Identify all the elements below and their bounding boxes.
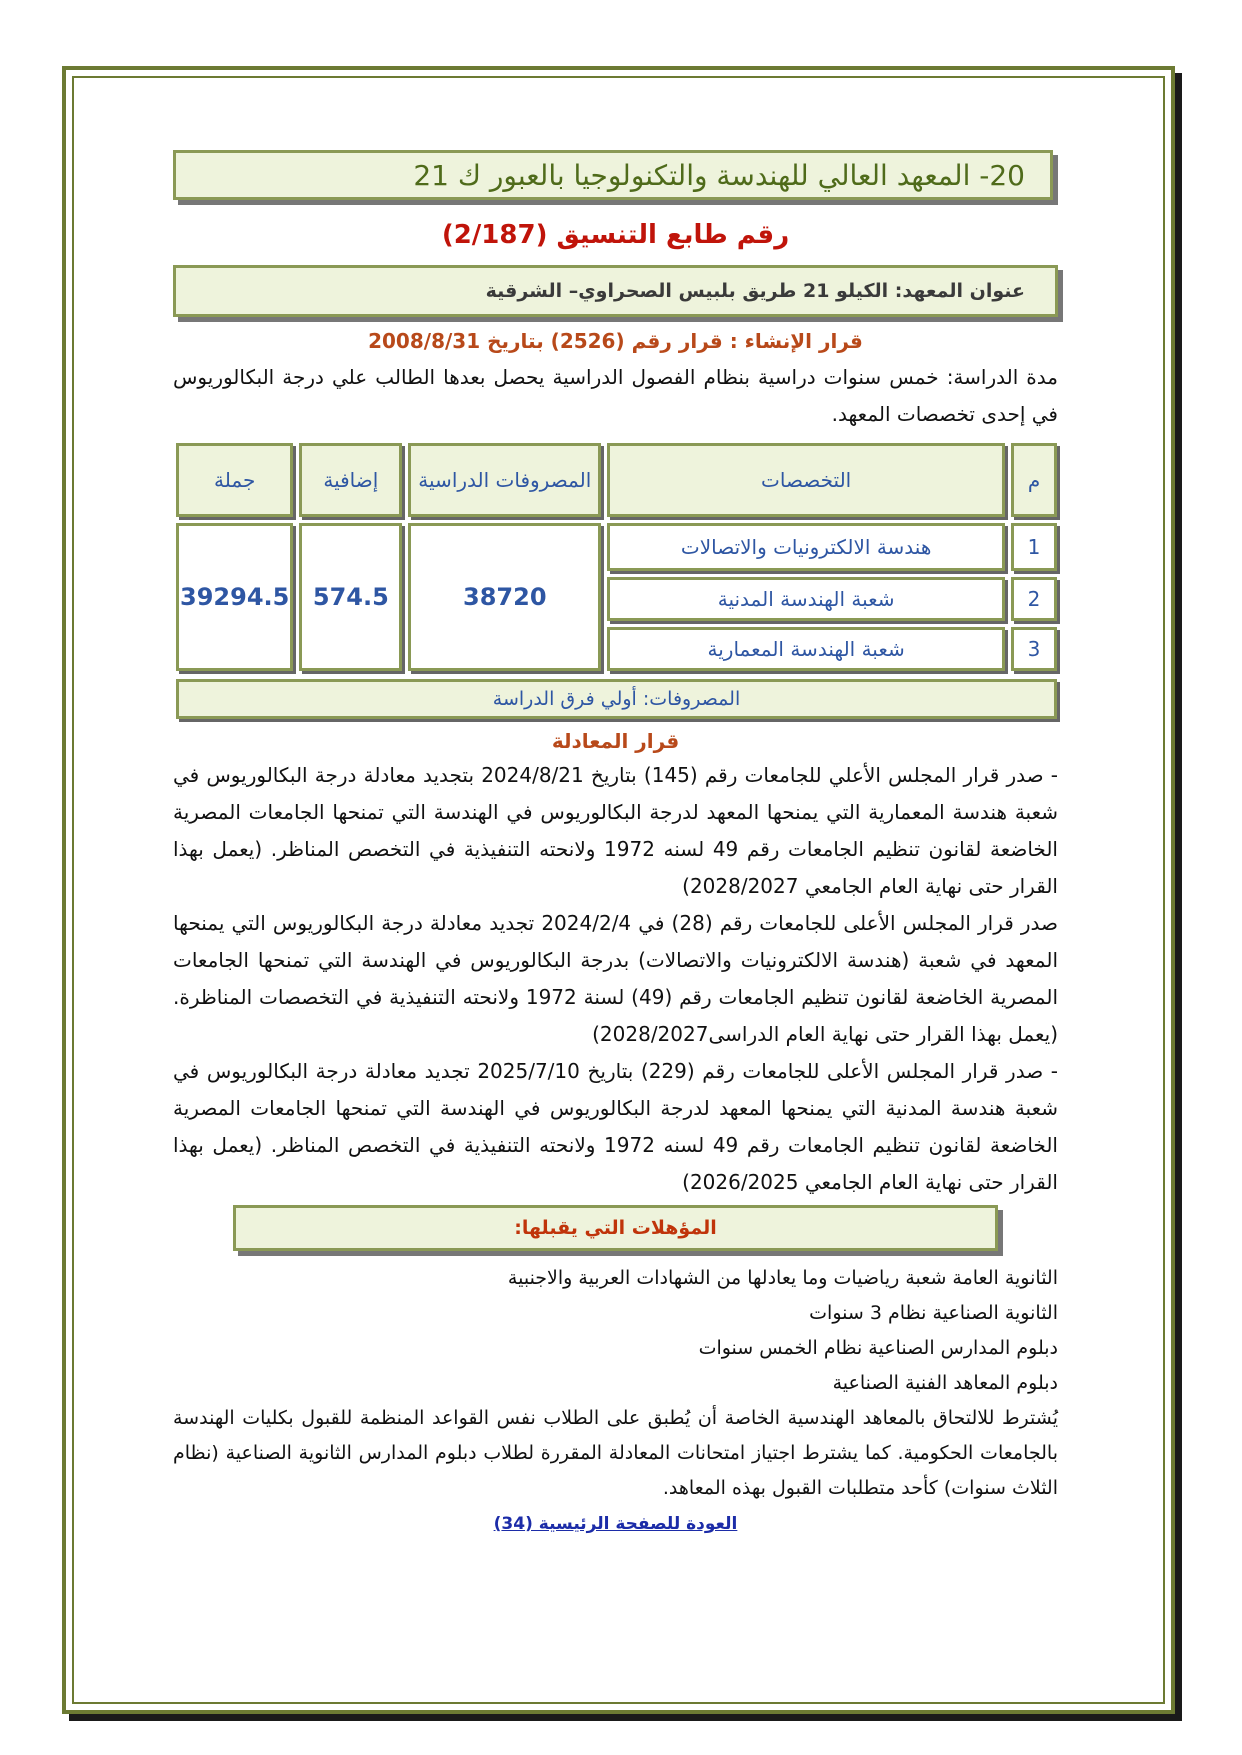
back-link-container bbox=[118, 1514, 1113, 1534]
qualifications-list bbox=[173, 1261, 1058, 1506]
list-item: دبلوم المعاهد الفنية الصناعية bbox=[832, 1372, 1058, 1394]
list-item: دبلوم المدارس الصناعية نظام الخمس سنوات bbox=[698, 1337, 1058, 1359]
coordination-code: رقم طابع التنسيق (2/187) bbox=[441, 220, 790, 250]
fees-note: المصروفات: أولي فرق الدراسة bbox=[176, 679, 1057, 719]
row-specialization: شعبة الهندسة المعمارية bbox=[607, 627, 1005, 671]
total-value: 39294.5 bbox=[176, 523, 293, 671]
header-additional: إضافية bbox=[299, 443, 402, 517]
header-num: م bbox=[1011, 443, 1057, 517]
back-to-home-link[interactable]: العودة للصفحة الرئيسية (34) bbox=[493, 1514, 738, 1534]
equivalence-paragraph-1: - صدر قرار المجلس الأعلي للجامعات رقم (145) بتاريخ 2024/8/21 بتجديد معادلة درجة البكالوريوس في شعبة هندسة المعمارية التي يمنحها المعهد لدرجة البكالوريوس في الهندسة التي تمنحها الجامعات المصرية الخاضعة لقانون تنظيم الجامعات رقم 49 لسنه 1972 ولانحته التنفيذية في التخصص المناظر. (يعمل بهذا القرار حتى نهاية العام الجامعي 2028/2027) bbox=[173, 763, 1058, 898]
header-tuition: المصروفات الدراسية bbox=[408, 443, 601, 517]
institute-address: عنوان المعهد: الكيلو 21 طريق بلبيس الصحراوي– الشرقية bbox=[173, 265, 1058, 317]
tuition-value: 38720 bbox=[408, 523, 601, 671]
list-item: الثانوية الصناعية نظام 3 سنوات bbox=[809, 1302, 1058, 1324]
list-item: الثانوية العامة شعبة رياضيات وما يعادلها من الشهادات العربية والاجنبية bbox=[507, 1267, 1058, 1289]
equivalence-paragraph-3: - صدر قرار المجلس الأعلى للجامعات رقم (229) بتاريخ 2025/7/10 تجديد معادلة درجة البكالوريوس في شعبة هندسة المدنية التي يمنحها المعهد لدرجة البكالوريوس في الهندسة التي تمنحها الجامعات المصرية الخاضعة لقانون تنظيم الجامعات رقم 49 لسنه 1972 ولانحته التنفيذية في التخصص المناظر. (يعمل بهذا القرار حتى نهاية العام الجامعي 2026/2025) bbox=[173, 1059, 1058, 1194]
row-specialization: هندسة الالكترونيات والاتصالات bbox=[607, 523, 1005, 571]
admission-note: يُشترط للالتحاق بالمعاهد الهندسية الخاصة أن يُطبق على الطلاب نفس القواعد المنظمة للقبول بكليات الهندسة بالجامعات الحكومية. كما يشترط اجتياز امتحانات المعادلة المقررة لطلاب دبلوم المدارس الثانوية الصناعية (نظام الثلاث سنوات) كأحد متطلبات القبول بهذه المعاهد. bbox=[173, 1407, 1058, 1499]
equivalence-paragraph-2: صدر قرار المجلس الأعلى للجامعات رقم (28) في 2024/2/4 تجديد معادلة درجة البكالوريوس التي يمنحها المعهد في شعبة (هندسة الالكترونيات والاتصالات) بدرجة البكالوريوس في الهندسة التي تمنحها الجامعات المصرية الخاضعة لقانون تنظيم الجامعات رقم (49) لسنة 1972 ولانحته التنفيذية في التخصصات المناظرة. (يعمل بهذا القرار حتى نهاية العام الدراسى2028/2027) bbox=[173, 911, 1059, 1046]
study-duration: مدة الدراسة: خمس سنوات دراسية بنظام الفصول الدراسية يحصل بعدها الطالب علي درجة البكالوريوس في إحدى تخصصات المعهد. bbox=[173, 365, 1058, 426]
equivalence-title: قرار المعادلة bbox=[551, 729, 680, 753]
row-num: 1 bbox=[1011, 523, 1057, 571]
fees-table bbox=[170, 437, 1063, 677]
table-row bbox=[176, 523, 1057, 571]
row-num: 3 bbox=[1011, 627, 1057, 671]
row-num: 2 bbox=[1011, 577, 1057, 621]
additional-value: 574.5 bbox=[299, 523, 402, 671]
table-header-row bbox=[176, 443, 1057, 517]
page-content bbox=[118, 150, 1113, 1534]
header-specializations: التخصصات bbox=[607, 443, 1005, 517]
row-specialization: شعبة الهندسة المدنية bbox=[607, 577, 1005, 621]
institute-title: 20- المعهد العالي للهندسة والتكنولوجيا بالعبور ك 21 bbox=[173, 150, 1053, 200]
establishment-decision: قرار الإنشاء : قرار رقم (2526) بتاريخ 2008/8/31 bbox=[368, 329, 863, 353]
qualifications-title: المؤهلات التي يقبلها: bbox=[233, 1205, 998, 1251]
header-total: جملة bbox=[176, 443, 293, 517]
